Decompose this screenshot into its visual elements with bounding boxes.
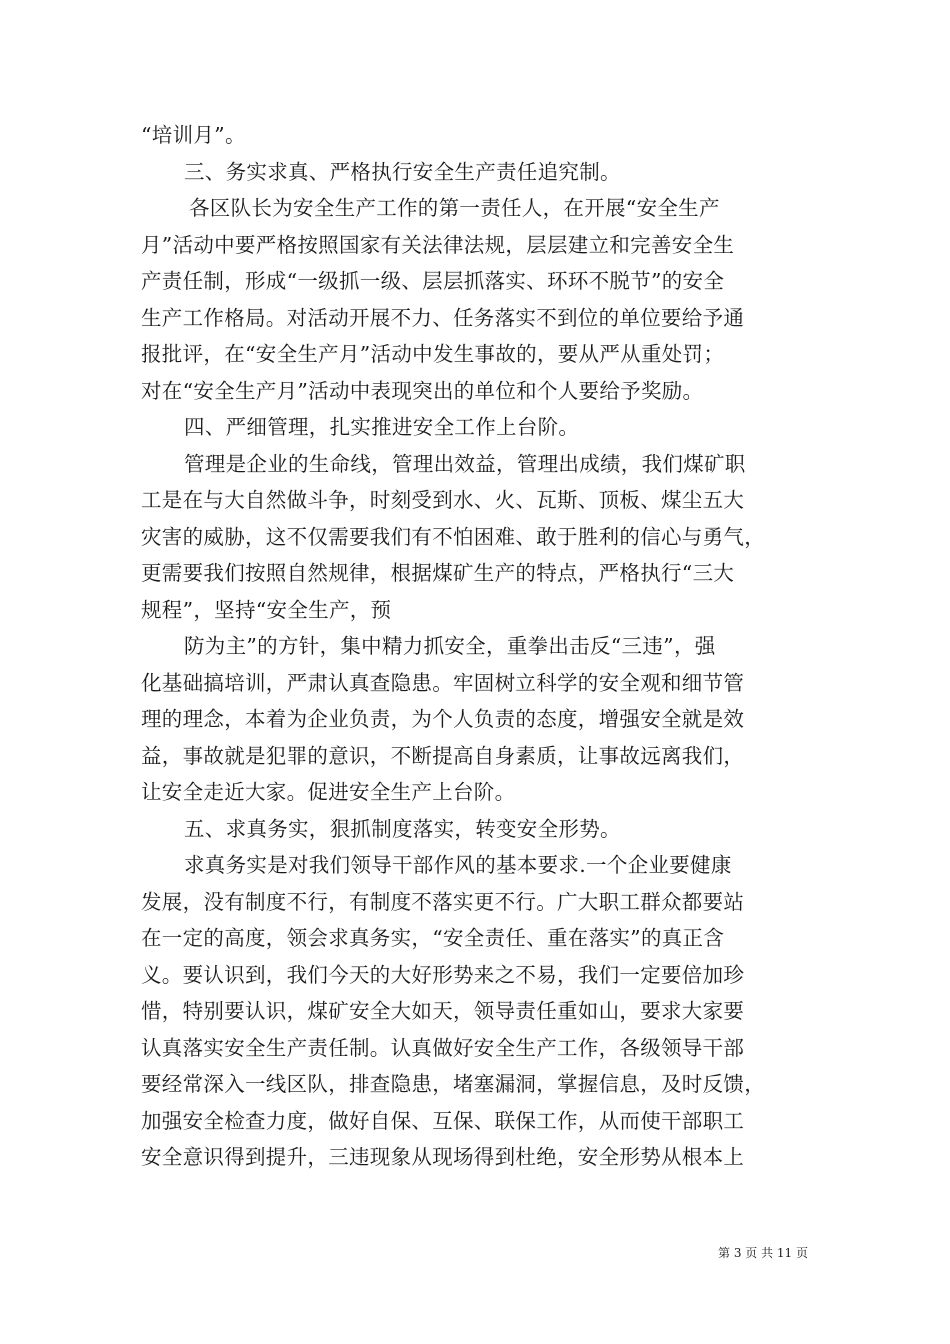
text-line: 规程”，坚持“安全生产，预 [141, 597, 392, 622]
text-line: 生产工作格局。对活动开展不力、任务落实不到位的单位要给予通 [141, 305, 745, 330]
text-line: 求真务实是对我们领导干部作风的基本要求.一个企业要健康 [184, 853, 732, 877]
body-text [141, 117, 821, 1176]
text-line: 让安全走近大家。促进安全生产上台阶。 [141, 780, 516, 804]
text-line: 工是在与大自然做斗争，时刻受到水、火、瓦斯、顶板、煤尘五大 [141, 488, 745, 512]
text-line: 惜，特别要认识，煤矿安全大如天，领导责任重如山，要求大家要 [141, 999, 745, 1023]
text-line: “培训月”。 [141, 123, 246, 147]
text-line: 各区队长为安全生产工作的第一责任人，在开展“安全生产 [189, 196, 720, 220]
text-line: 认真落实安全生产责任制。认真做好安全生产工作，各级领导干部 [141, 1035, 745, 1060]
text-line: 管理是企业的生命线，管理出效益，管理出成绩，我们煤矿职 [184, 451, 746, 476]
text-line: 月”活动中要严格按照国家有关法律法规，层层建立和完善安全生 [141, 232, 735, 257]
text-line: 防为主”的方针，集中精力抓安全，重拳出击反“三违”，强 [184, 634, 716, 658]
text-line: 安全意识得到提升，三违现象从现场得到杜绝，安全形势从根本上 [141, 1145, 745, 1169]
text-line: 加强安全检查力度，做好自保、互保、联保工作，从而使干部职工 [141, 1108, 745, 1133]
text-line: 发展，没有制度不行，有制度不落实更不行。广大职工群众都要站 [141, 889, 745, 914]
text-line: 报批评，在“安全生产月”活动中发生事故的，要从严从重处罚； [141, 342, 725, 366]
page-number-footer: 第 3 页 共 11 页 [718, 1246, 808, 1260]
text-line: 更需要我们按照自然规律，根据煤矿生产的特点，严格执行“三大 [141, 561, 735, 585]
text-line: 要经常深入一线区队，排查隐患，堵塞漏洞，掌握信息，及时反馈， [141, 1072, 765, 1096]
section-heading-4: 四、严细管理，扎实推进安全工作上台阶。 [184, 415, 580, 439]
text-line: 理的理念，本着为企业负责，为个人负责的态度，增强安全就是效 [141, 707, 745, 731]
text-line: 益，事故就是犯罪的意识，不断提高自身素质，让事故远离我们， [141, 743, 745, 768]
text-line: 化基础搞培训，严肃认真查隐患。牢固树立科学的安全观和细节管 [141, 670, 745, 695]
text-line: 产责任制，形成“一级抓一级、层层抓落实、环环不脱节”的安全 [141, 269, 725, 293]
text-line: 对在“安全生产月”活动中表现突出的单位和个人要给予奖励。 [141, 378, 704, 403]
section-heading-3: 三、务实求真、严格执行安全生产责任追究制。 [184, 159, 621, 184]
section-heading-5: 五、求真务实，狠抓制度落实，转变安全形势。 [184, 816, 621, 841]
text-line: 在一定的高度，领会求真务实，“安全责任、重在落实”的真正含 [141, 926, 725, 950]
text-line: 灾害的威胁，这不仅需要我们有不怕困难、敢于胜利的信心与勇气， [141, 524, 765, 549]
text-line: 义。要认识到，我们今天的大好形势来之不易，我们一定要倍加珍 [141, 962, 745, 987]
